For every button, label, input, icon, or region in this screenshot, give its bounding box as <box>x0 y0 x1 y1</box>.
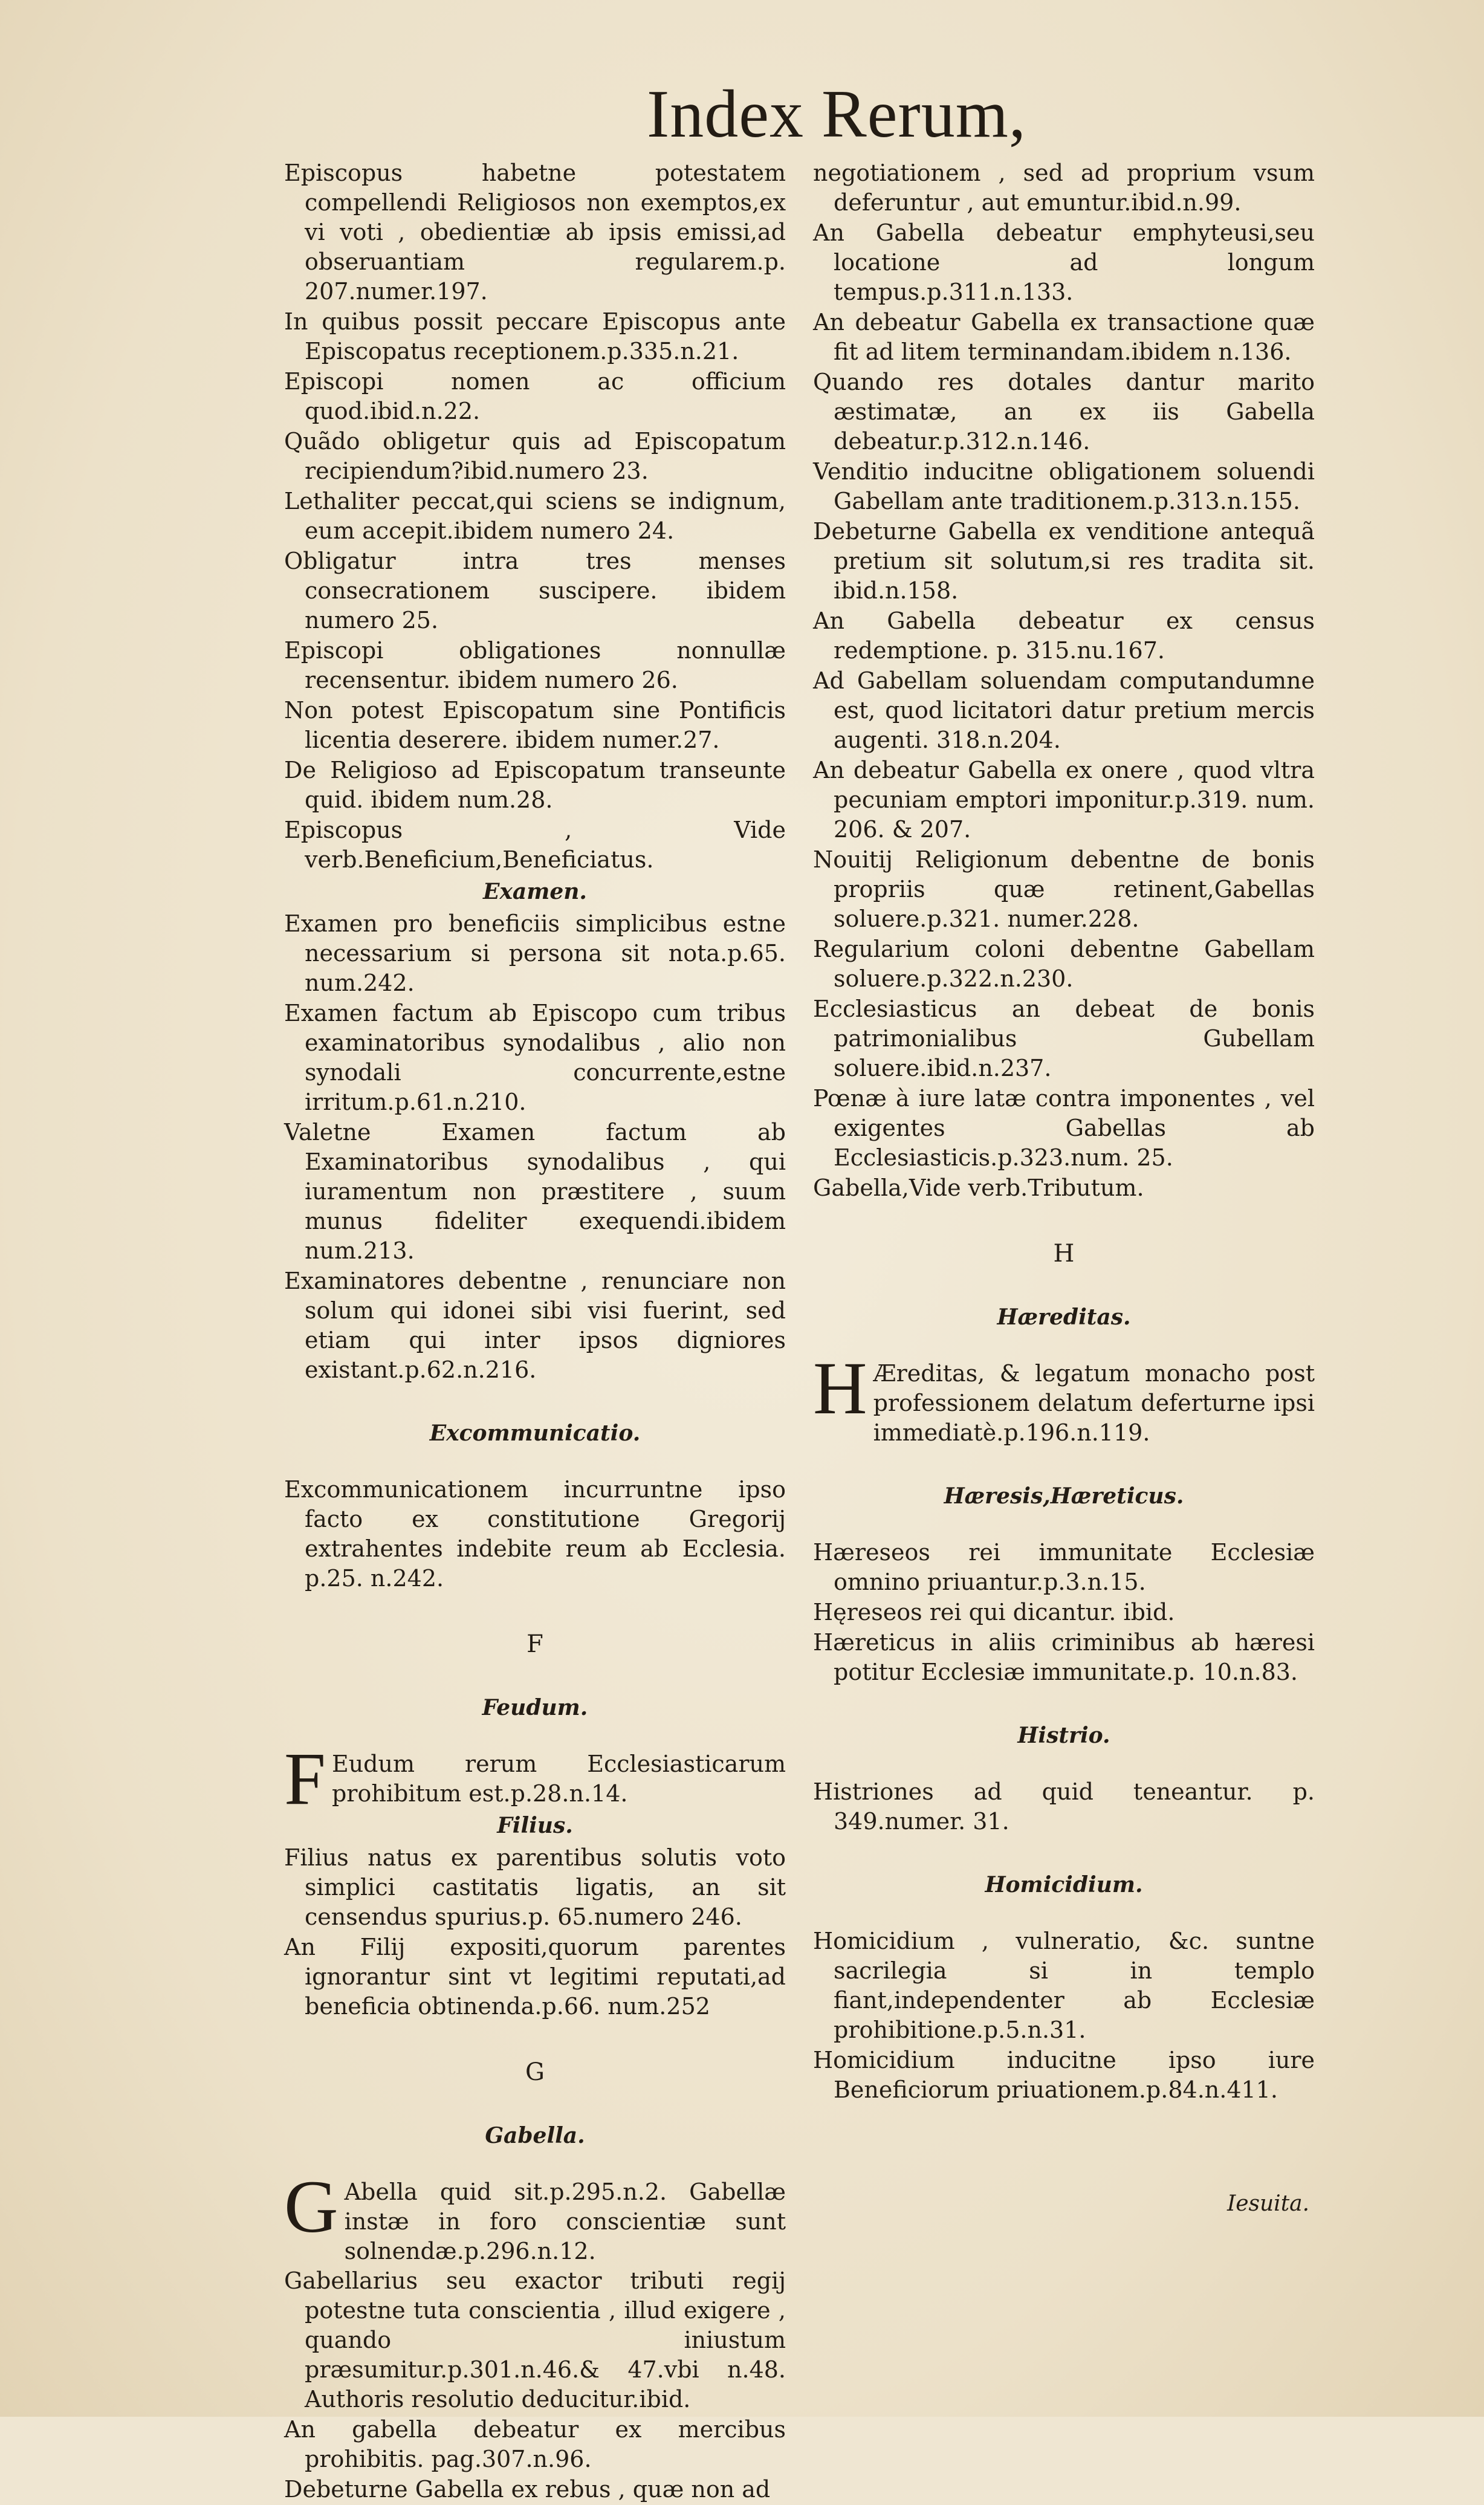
section-heading: Feudum. <box>482 1695 588 1720</box>
index-entry: An Filij expositi,quorum parentes ignorantur sint vt legitimi reputati,ad beneficia obtinenda.p.66. num.252 <box>284 1934 786 2020</box>
index-entry: Lethaliter peccat,qui sciens se indignum, eum accepit.ibidem numero 24. <box>284 488 786 544</box>
index-entry: Examinatores debentne , renunciare non solum qui idonei sibi visi fuerint, sed etiam qui inter ipsos digniores existant.p.62.n.216. <box>284 1268 786 1383</box>
index-entry: Venditio inducitne obligationem soluendi Gabellam ante traditionem.p.313.n.155. <box>813 458 1315 514</box>
index-entry: Debeturne Gabella ex venditione antequã pretium sit solutum,si res tradita sit. ibid.n.158. <box>813 518 1315 604</box>
index-entry: An Gabella debeatur ex census redemptione. p. 315.nu.167. <box>813 608 1315 664</box>
index-entry: In quibus possit peccare Episcopus ante Episcopatus receptionem.p.335.n.21. <box>284 308 786 365</box>
index-entry: Episcopi nomen ac officium quod.ibid.n.22. <box>284 368 786 424</box>
index-entry: An gabella debeatur ex mercibus prohibitis. pag.307.n.96. <box>284 2416 786 2472</box>
section-letter: F <box>527 1630 543 1658</box>
index-entry: Gabella,Vide verb.Tributum. <box>813 1175 1144 1201</box>
section-heading: Hæreditas. <box>997 1304 1131 1330</box>
section-letter: G <box>525 2058 545 2086</box>
index-entry: Examen pro beneficiis simplicibus estne necessarium si persona sit nota.p.65. num.242. <box>284 910 786 996</box>
drop-cap-letter: G <box>284 2165 339 2248</box>
drop-cap-letter: H <box>813 1347 867 1430</box>
index-entry: Debeturne Gabella ex rebus , quæ non ad <box>284 2476 771 2503</box>
index-entry-dropcap <box>284 1737 786 1820</box>
index-entry: An Gabella debeatur emphyteusi,seu locatione ad longum tempus.p.311.n.133. <box>813 219 1315 305</box>
index-entry: Quando res dotales dantur marito æstimatæ, an ex iis Gabella debeatur.p.312.n.146. <box>813 369 1315 455</box>
page-title: Index Rerum, <box>647 77 1026 152</box>
index-entry: Valetne Examen factum ab Examinatoribus synodalibus , qui iuramentum non præstitere , suum munus fideliter exequendi.ibidem num.213. <box>284 1119 786 1264</box>
left-column <box>284 158 786 2505</box>
drop-cap-entry-text: Eudum rerum Ecclesiasticarum prohibitum est.p.28.n.14. <box>331 1751 786 1807</box>
index-entry: Episcopus habetne potestatem compellendi Religiosos non exemptos,ex vi voti , obedientiæ ab ipsis emissi,ad obseruantiam regularem.p. 207.numer.197. <box>284 160 786 305</box>
index-entry: Histriones ad quid teneantur. p. 349.numer. 31. <box>813 1778 1315 1835</box>
index-entry: Gabellarius seu exactor tributi regij potestne tuta conscientia , illud exigere , quando iniustum præsumitur.p.301.n.46.& 47.vbi n.48. Authoris resolutio deducitur.ibid. <box>284 2267 786 2413</box>
index-entry: Hæreticus in aliis criminibus ab hæresi potitur Ecclesiæ immunitate.p. 10.n.83. <box>813 1629 1315 1685</box>
catchword: Iesuita. <box>1227 2191 1310 2216</box>
index-entry: Pœnæ à iure latæ contra imponentes , vel exigentes Gabellas ab Ecclesiasticis.p.323.num. 25. <box>813 1085 1315 1171</box>
index-entry: An debeatur Gabella ex transactione quæ fit ad litem terminandam.ibidem n.136. <box>813 309 1315 365</box>
index-entry: Examen factum ab Episcopo cum tribus examinatoribus synodalibus , alio non synodali concurrente,estne irritum.p.61.n.210. <box>284 1000 786 1115</box>
index-entry: Obligatur intra tres menses consecrationem suscipere. ibidem numero 25. <box>284 548 786 634</box>
index-entry-dropcap <box>284 2165 786 2266</box>
index-entry: Hęreseos rei qui dicantur. ibid. <box>813 1599 1175 1625</box>
section-heading: Examen. <box>483 879 587 904</box>
index-entry: Non potest Episcopatum sine Pontificis licentia deserere. ibidem numer.27. <box>284 697 786 753</box>
index-entry: An debeatur Gabella ex onere , quod vltra pecuniam emptori imponitur.p.319. num. 206. & 207. <box>813 757 1315 843</box>
index-entry: Excommunicationem incurruntne ipso facto ex constitutione Gregorij extrahentes indebite reum ab Ecclesia. p.25. n.242. <box>284 1476 786 1592</box>
drop-cap-letter: F <box>284 1737 326 1820</box>
index-entry: Homicidium inducitne ipso iure Beneficiorum priuationem.p.84.n.411. <box>813 2047 1315 2103</box>
section-heading: Filius. <box>497 1813 573 1838</box>
section-heading: Excommunicatio. <box>429 1421 641 1446</box>
index-entry: Homicidium , vulneratio, &c. suntne sacrilegia si in templo fiant,independenter ab Ecclesiæ prohibitione.p.5.n.31. <box>813 1928 1315 2043</box>
right-column <box>813 158 1315 2105</box>
drop-cap-entry-text: Abella quid sit.p.295.n.2. Gabellæ instæ in foro conscientiæ sunt solnendæ.p.296.n.12. <box>344 2179 786 2264</box>
index-entry: De Religioso ad Episcopatum transeunte quid. ibidem num.28. <box>284 757 786 813</box>
section-heading: Gabella. <box>485 2123 585 2148</box>
index-entry: Ad Gabellam soluendam computandumne est, quod licitatori datur pretium mercis augenti. 318.n.204. <box>813 667 1315 753</box>
index-entry: Ecclesiasticus an debeat de bonis patrimonialibus Gubellam soluere.ibid.n.237. <box>813 996 1315 1081</box>
index-entry: Episcopus , Vide verb.Beneficium,Beneficiatus. <box>284 817 786 873</box>
section-heading: Histrio. <box>1017 1723 1110 1748</box>
index-entry: negotiationem , sed ad proprium vsum deferuntur , aut emuntur.ibid.n.99. <box>813 160 1315 216</box>
section-letter: H <box>1053 1240 1075 1268</box>
drop-cap-entry-text: Æreditas, & legatum monacho post professionem delatum deferturne ipsi immediatè.p.196.n.119. <box>873 1360 1315 1446</box>
index-entry-dropcap <box>813 1347 1315 1448</box>
section-heading: Homicidium. <box>985 1872 1143 1897</box>
index-entry: Nouitij Religionum debentne de bonis propriis quæ retinent,Gabellas soluere.p.321. numer.228. <box>813 846 1315 932</box>
index-entry: Episcopi obligationes nonnullæ recensentur. ibidem numero 26. <box>284 637 786 693</box>
section-heading: Hæresis,Hæreticus. <box>944 1483 1184 1509</box>
index-entry: Quãdo obligetur quis ad Episcopatum recipiendum?ibid.numero 23. <box>284 428 786 484</box>
index-entry: Hæreseos rei immunitate Ecclesiæ omnino priuantur.p.3.n.15. <box>813 1539 1315 1595</box>
index-entry: Filius natus ex parentibus solutis voto simplici castitatis ligatis, an sit censendus spurius.p. 65.numero 246. <box>284 1844 786 1930</box>
index-entry: Regularium coloni debentne Gabellam soluere.p.322.n.230. <box>813 936 1315 992</box>
